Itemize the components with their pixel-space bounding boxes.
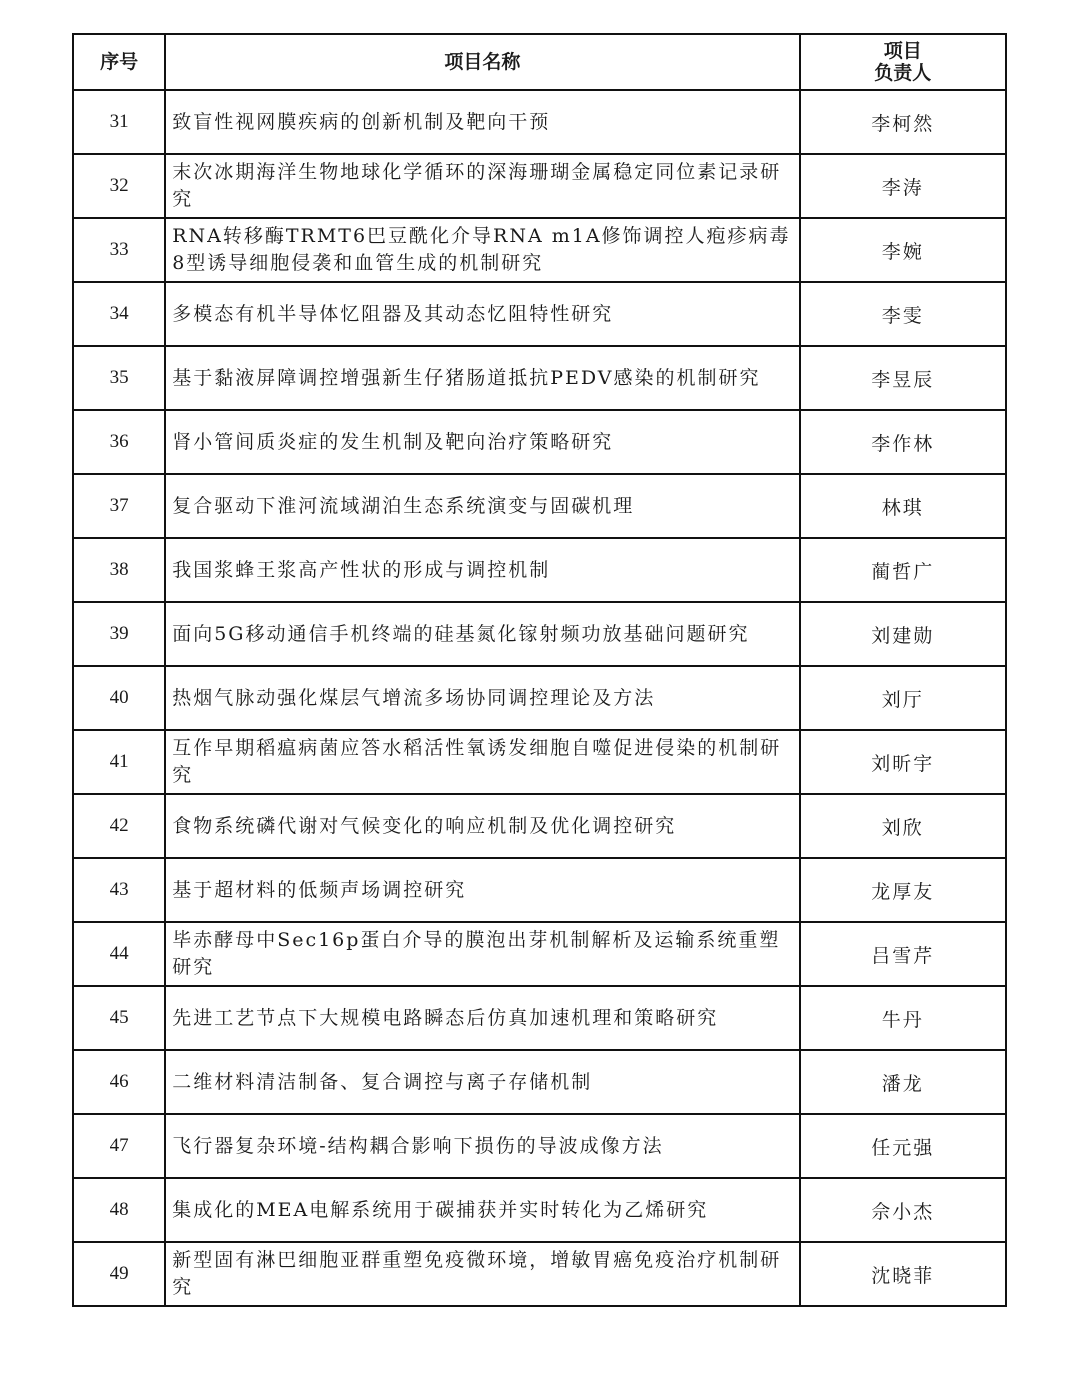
table-row: [73, 730, 1006, 794]
header-leader-line2: 负责人: [874, 62, 932, 84]
project-leader: 牛丹: [800, 986, 1006, 1050]
row-number: 35: [73, 346, 165, 410]
project-leader: 李雯: [800, 282, 1006, 346]
project-name: 互作早期稻瘟病菌应答水稻活性氧诱发细胞自噬促进侵染的机制研究: [165, 730, 799, 794]
row-number: 44: [73, 922, 165, 986]
row-number: 47: [73, 1114, 165, 1178]
project-leader: 刘欣: [800, 794, 1006, 858]
project-name: RNA转移酶TRMT6巴豆酰化介导RNA m1A修饰调控人疱疹病毒8型诱导细胞侵袭和血管生成的机制研究: [165, 218, 799, 282]
project-leader: 李婉: [800, 218, 1006, 282]
table-row: [73, 922, 1006, 986]
project-name: 飞行器复杂环境-结构耦合影响下损伤的导波成像方法: [165, 1114, 799, 1178]
project-leader: 李昱辰: [800, 346, 1006, 410]
project-leader: 龙厚友: [800, 858, 1006, 922]
table-row: [73, 1178, 1006, 1242]
project-leader: 潘龙: [800, 1050, 1006, 1114]
project-name: 食物系统磷代谢对气候变化的响应机制及优化调控研究: [165, 794, 799, 858]
row-number: 41: [73, 730, 165, 794]
row-number: 33: [73, 218, 165, 282]
table-body: [73, 90, 1006, 1306]
row-number: 40: [73, 666, 165, 730]
project-leader: 刘昕宇: [800, 730, 1006, 794]
project-name: 毕赤酵母中Sec16p蛋白介导的膜泡出芽机制解析及运输系统重塑研究: [165, 922, 799, 986]
project-leader: 李作林: [800, 410, 1006, 474]
project-name: 热烟气脉动强化煤层气增流多场协同调控理论及方法: [165, 666, 799, 730]
table-row: [73, 346, 1006, 410]
project-leader: 刘厅: [800, 666, 1006, 730]
header-leader-line1: 项目: [883, 40, 922, 62]
project-name: 多模态有机半导体忆阻器及其动态忆阻特性研究: [165, 282, 799, 346]
table-header-row: [73, 34, 1006, 90]
table-row: [73, 410, 1006, 474]
row-number: 39: [73, 602, 165, 666]
table-row: [73, 90, 1006, 154]
table-row: [73, 602, 1006, 666]
row-number: 49: [73, 1242, 165, 1306]
row-number: 48: [73, 1178, 165, 1242]
row-number: 42: [73, 794, 165, 858]
table-row: [73, 1242, 1006, 1306]
project-leader: 吕雪芹: [800, 922, 1006, 986]
table-row: [73, 1114, 1006, 1178]
table-row: [73, 1050, 1006, 1114]
row-number: 36: [73, 410, 165, 474]
table-row: [73, 986, 1006, 1050]
project-leader: 佘小杰: [800, 1178, 1006, 1242]
row-number: 34: [73, 282, 165, 346]
table-row: [73, 666, 1006, 730]
table-row: [73, 154, 1006, 218]
header-num: 序号: [73, 34, 165, 90]
project-name: 复合驱动下淮河流域湖泊生态系统演变与固碳机理: [165, 474, 799, 538]
row-number: 31: [73, 90, 165, 154]
header-name: 项目名称: [165, 34, 799, 90]
project-name: 基于超材料的低频声场调控研究: [165, 858, 799, 922]
project-name: 肾小管间质炎症的发生机制及靶向治疗策略研究: [165, 410, 799, 474]
project-leader: 蔺哲广: [800, 538, 1006, 602]
project-name: 末次冰期海洋生物地球化学循环的深海珊瑚金属稳定同位素记录研究: [165, 154, 799, 218]
project-name: 面向5G移动通信手机终端的硅基氮化镓射频功放基础问题研究: [165, 602, 799, 666]
project-leader: 沈晓菲: [800, 1242, 1006, 1306]
row-number: 37: [73, 474, 165, 538]
project-name: 新型固有淋巴细胞亚群重塑免疫微环境，增敏胃癌免疫治疗机制研究: [165, 1242, 799, 1306]
row-number: 45: [73, 986, 165, 1050]
row-number: 32: [73, 154, 165, 218]
table-row: [73, 794, 1006, 858]
project-name: 二维材料清洁制备、复合调控与离子存储机制: [165, 1050, 799, 1114]
project-name: 我国浆蜂王浆高产性状的形成与调控机制: [165, 538, 799, 602]
project-name: 集成化的MEA电解系统用于碳捕获并实时转化为乙烯研究: [165, 1178, 799, 1242]
project-name: 致盲性视网膜疾病的创新机制及靶向干预: [165, 90, 799, 154]
project-leader: 李涛: [800, 154, 1006, 218]
project-name: 基于黏液屏障调控增强新生仔猪肠道抵抗PEDV感染的机制研究: [165, 346, 799, 410]
table-row: [73, 282, 1006, 346]
project-leader: 任元强: [800, 1114, 1006, 1178]
table-row: [73, 218, 1006, 282]
project-name: 先进工艺节点下大规模电路瞬态后仿真加速机理和策略研究: [165, 986, 799, 1050]
table-row: [73, 474, 1006, 538]
table-row: [73, 858, 1006, 922]
project-leader: 林琪: [800, 474, 1006, 538]
project-leader: 刘建勋: [800, 602, 1006, 666]
row-number: 43: [73, 858, 165, 922]
project-leader: 李柯然: [800, 90, 1006, 154]
table-row: [73, 538, 1006, 602]
row-number: 46: [73, 1050, 165, 1114]
header-leader: [800, 34, 1006, 90]
project-table: [72, 33, 1007, 1307]
row-number: 38: [73, 538, 165, 602]
